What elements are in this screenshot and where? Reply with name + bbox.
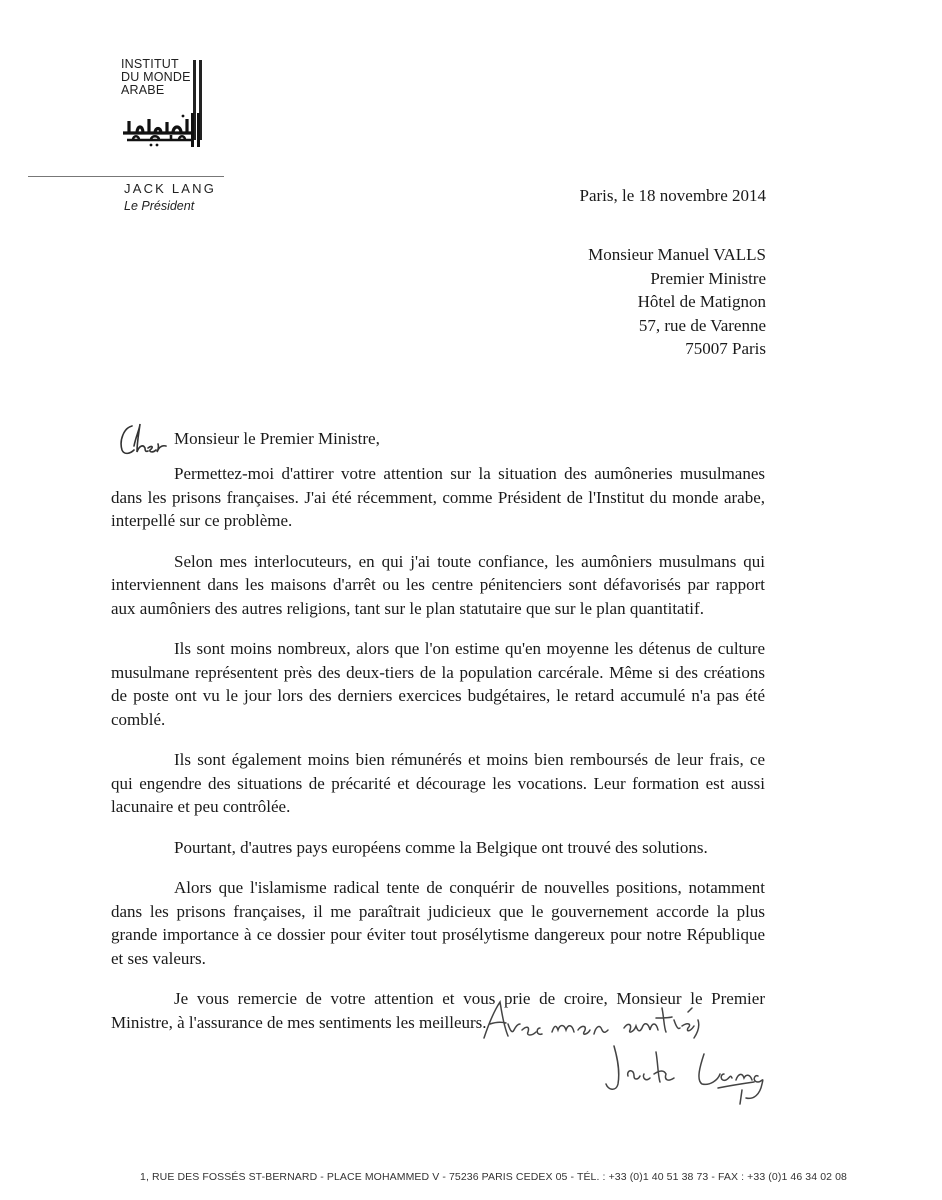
letter-date: Paris, le 18 novembre 2014: [579, 186, 766, 205]
recipient-address: [588, 243, 766, 361]
letter-body: [111, 462, 765, 1051]
address-line: 75007 Paris: [685, 339, 766, 358]
address-line: 57, rue de Varenne: [638, 315, 766, 335]
handwritten-signature: [478, 990, 778, 1110]
address-line: Premier Ministre: [650, 268, 766, 288]
sender-title: Le Président: [124, 199, 195, 213]
institut-logo: [121, 58, 207, 148]
header-divider: [28, 176, 224, 177]
logo-wordmark: [121, 58, 191, 97]
logo-line: INSTITUT: [121, 57, 179, 71]
logo-line: ARABE: [121, 83, 165, 97]
arabic-calligraphy-logo-icon: [121, 113, 203, 147]
paragraph: Ils sont moins nombreux, alors que l'on estime qu'en moyenne les détenus de culture musulmane représentent près des deux-tiers de la population carcérale. Même si des créations de poste ont vu le jour lors des derniers exercices budgétaires, le retard accumulé n'a pas été comblé.: [111, 639, 765, 729]
footer-address: 1, RUE DES FOSSÉS ST-BERNARD - PLACE MOHAMMED V - 75236 PARIS CEDEX 05 - TÉL. : +33 (0)1 40 51 38 73 - FAX : +33 (0)1 46 34 02 08: [140, 1171, 847, 1183]
paragraph: Alors que l'islamisme radical tente de conquérir de nouvelles positions, notamment dans les prisons françaises, il me paraîtrait judicieux que le gouvernement accorde la plus grande importance à ce dossier pour éviter tout prosélytisme dangereux pour notre République et ses valeurs.: [111, 878, 765, 968]
paragraph: Permettez-moi d'attirer votre attention sur la situation des aumôneries musulmanes dans les prisons françaises. J'ai été récemment, comme Président de l'Institut du monde arabe, interpellé sur ce problème.: [111, 464, 765, 530]
salutation-text: Monsieur le Premier Ministre,: [174, 429, 380, 448]
handwritten-cher: [116, 418, 174, 458]
address-line: Hôtel de Matignon: [637, 292, 766, 311]
paragraph: Je vous remercie de votre attention et vous prie de croire, Monsieur le Premier Ministre, à l'assurance de mes sentiments les meilleurs.: [111, 989, 765, 1032]
paragraph: Ils sont également moins bien rémunérés et moins bien remboursés de leur frais, ce qui engendre des situations de précarité et décourage les vocations. Leur formation est aussi lacunaire et peu contrôlée.: [111, 750, 765, 816]
sender-name: JACK LANG: [124, 181, 217, 196]
paragraph: Selon mes interlocuteurs, en qui j'ai toute confiance, les aumôniers musulmans qui interviennent dans les maisons d'arrêt ou les centre pénitenciers sont défavorisés par rapport aux aumôniers des autres religions, tant sur le plan statutaire que sur le plan quantitatif.: [111, 551, 765, 618]
paragraph: Pourtant, d'autres pays européens comme la Belgique ont trouvé des solutions.: [174, 837, 708, 857]
address-line: Monsieur Manuel VALLS: [588, 245, 766, 264]
logo-line: DU MONDE: [121, 70, 191, 84]
